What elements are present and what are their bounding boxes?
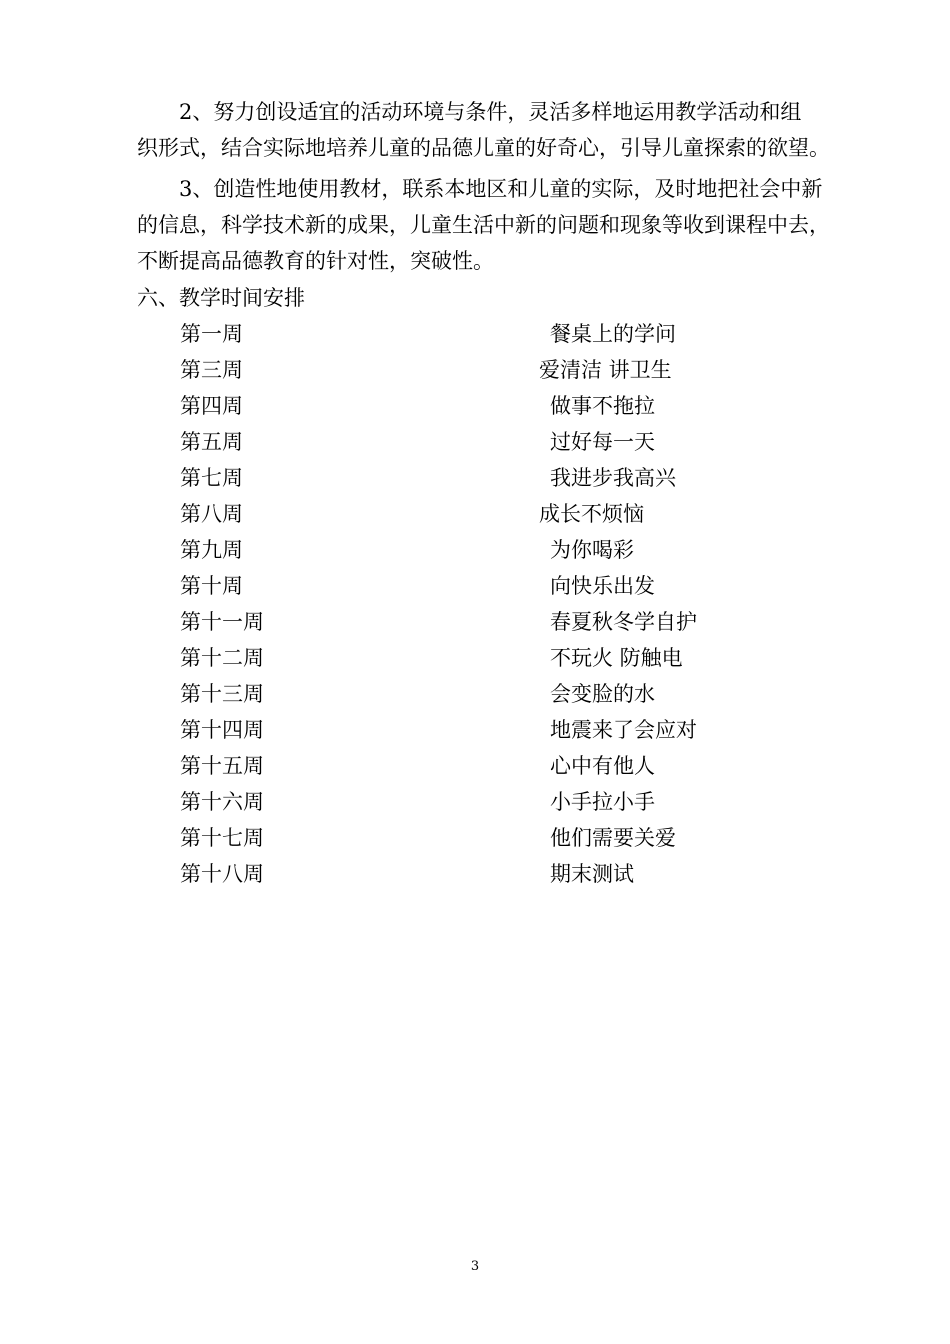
week-label: 第四周 — [180, 394, 243, 418]
topic-label: 做事不拖拉 — [550, 394, 655, 418]
week-label: 第九周 — [180, 538, 243, 562]
topic-label: 不玩火 防触电 — [550, 646, 683, 670]
section-heading: 六、教学时间安排 — [137, 286, 305, 310]
schedule-row — [0, 424, 950, 460]
schedule-list — [0, 316, 950, 892]
topic-label: 他们需要关爱 — [550, 826, 676, 850]
topic-label: 为你喝彩 — [550, 538, 634, 562]
topic-label: 小手拉小手 — [550, 790, 655, 814]
schedule-row — [0, 496, 950, 532]
schedule-row — [0, 604, 950, 640]
week-label: 第五周 — [180, 430, 243, 454]
week-label: 第八周 — [180, 502, 243, 526]
week-label: 第十二周 — [180, 646, 264, 670]
paragraph-line: 不断提高品德教育的针对性，突破性。 — [137, 249, 494, 273]
topic-label: 我进步我高兴 — [550, 466, 676, 490]
schedule-row — [0, 748, 950, 784]
schedule-row — [0, 676, 950, 712]
paragraph-line: 2、努力创设适宜的活动环境与条件，灵活多样地运用教学活动和组 — [179, 100, 802, 124]
paragraph-line: 3、创造性地使用教材，联系本地区和儿童的实际，及时地把社会中新 — [179, 177, 823, 201]
schedule-row — [0, 568, 950, 604]
topic-label: 心中有他人 — [550, 754, 655, 778]
topic-label: 会变脸的水 — [550, 682, 655, 706]
schedule-row — [0, 856, 950, 892]
topic-label: 春夏秋冬学自护 — [550, 610, 697, 634]
week-label: 第十五周 — [180, 754, 264, 778]
topic-label: 地震来了会应对 — [550, 718, 697, 742]
week-label: 第十七周 — [180, 826, 264, 850]
paragraph-2 — [137, 94, 855, 166]
schedule-row — [0, 784, 950, 820]
topic-label: 期末测试 — [550, 862, 634, 886]
topic-label: 过好每一天 — [550, 430, 655, 454]
schedule-row — [0, 352, 950, 388]
topic-label: 餐桌上的学问 — [550, 322, 676, 346]
paragraph-line: 织形式，结合实际地培养儿童的品德儿童的好奇心，引导儿童探索的欲望。 — [137, 136, 830, 160]
paragraph-line: 的信息，科学技术新的成果，儿童生活中新的问题和现象等收到课程中去， — [137, 213, 830, 237]
schedule-row — [0, 460, 950, 496]
topic-label: 向快乐出发 — [550, 574, 655, 598]
week-label: 第十一周 — [180, 610, 264, 634]
week-label: 第十周 — [180, 574, 243, 598]
week-label: 第十八周 — [180, 862, 264, 886]
week-label: 第十六周 — [180, 790, 264, 814]
week-label: 第七周 — [180, 466, 243, 490]
paragraph-3 — [137, 171, 855, 279]
schedule-row — [0, 712, 950, 748]
schedule-row — [0, 532, 950, 568]
week-label: 第十四周 — [180, 718, 264, 742]
page-number: 3 — [470, 1259, 480, 1274]
week-label: 第十三周 — [180, 682, 264, 706]
topic-label: 成长不烦恼 — [539, 502, 644, 526]
schedule-row — [0, 388, 950, 424]
schedule-row — [0, 820, 950, 856]
week-label: 第一周 — [180, 322, 243, 346]
schedule-row — [0, 640, 950, 676]
week-label: 第三周 — [180, 358, 243, 382]
schedule-row — [0, 316, 950, 352]
topic-label: 爱清洁 讲卫生 — [539, 358, 672, 382]
